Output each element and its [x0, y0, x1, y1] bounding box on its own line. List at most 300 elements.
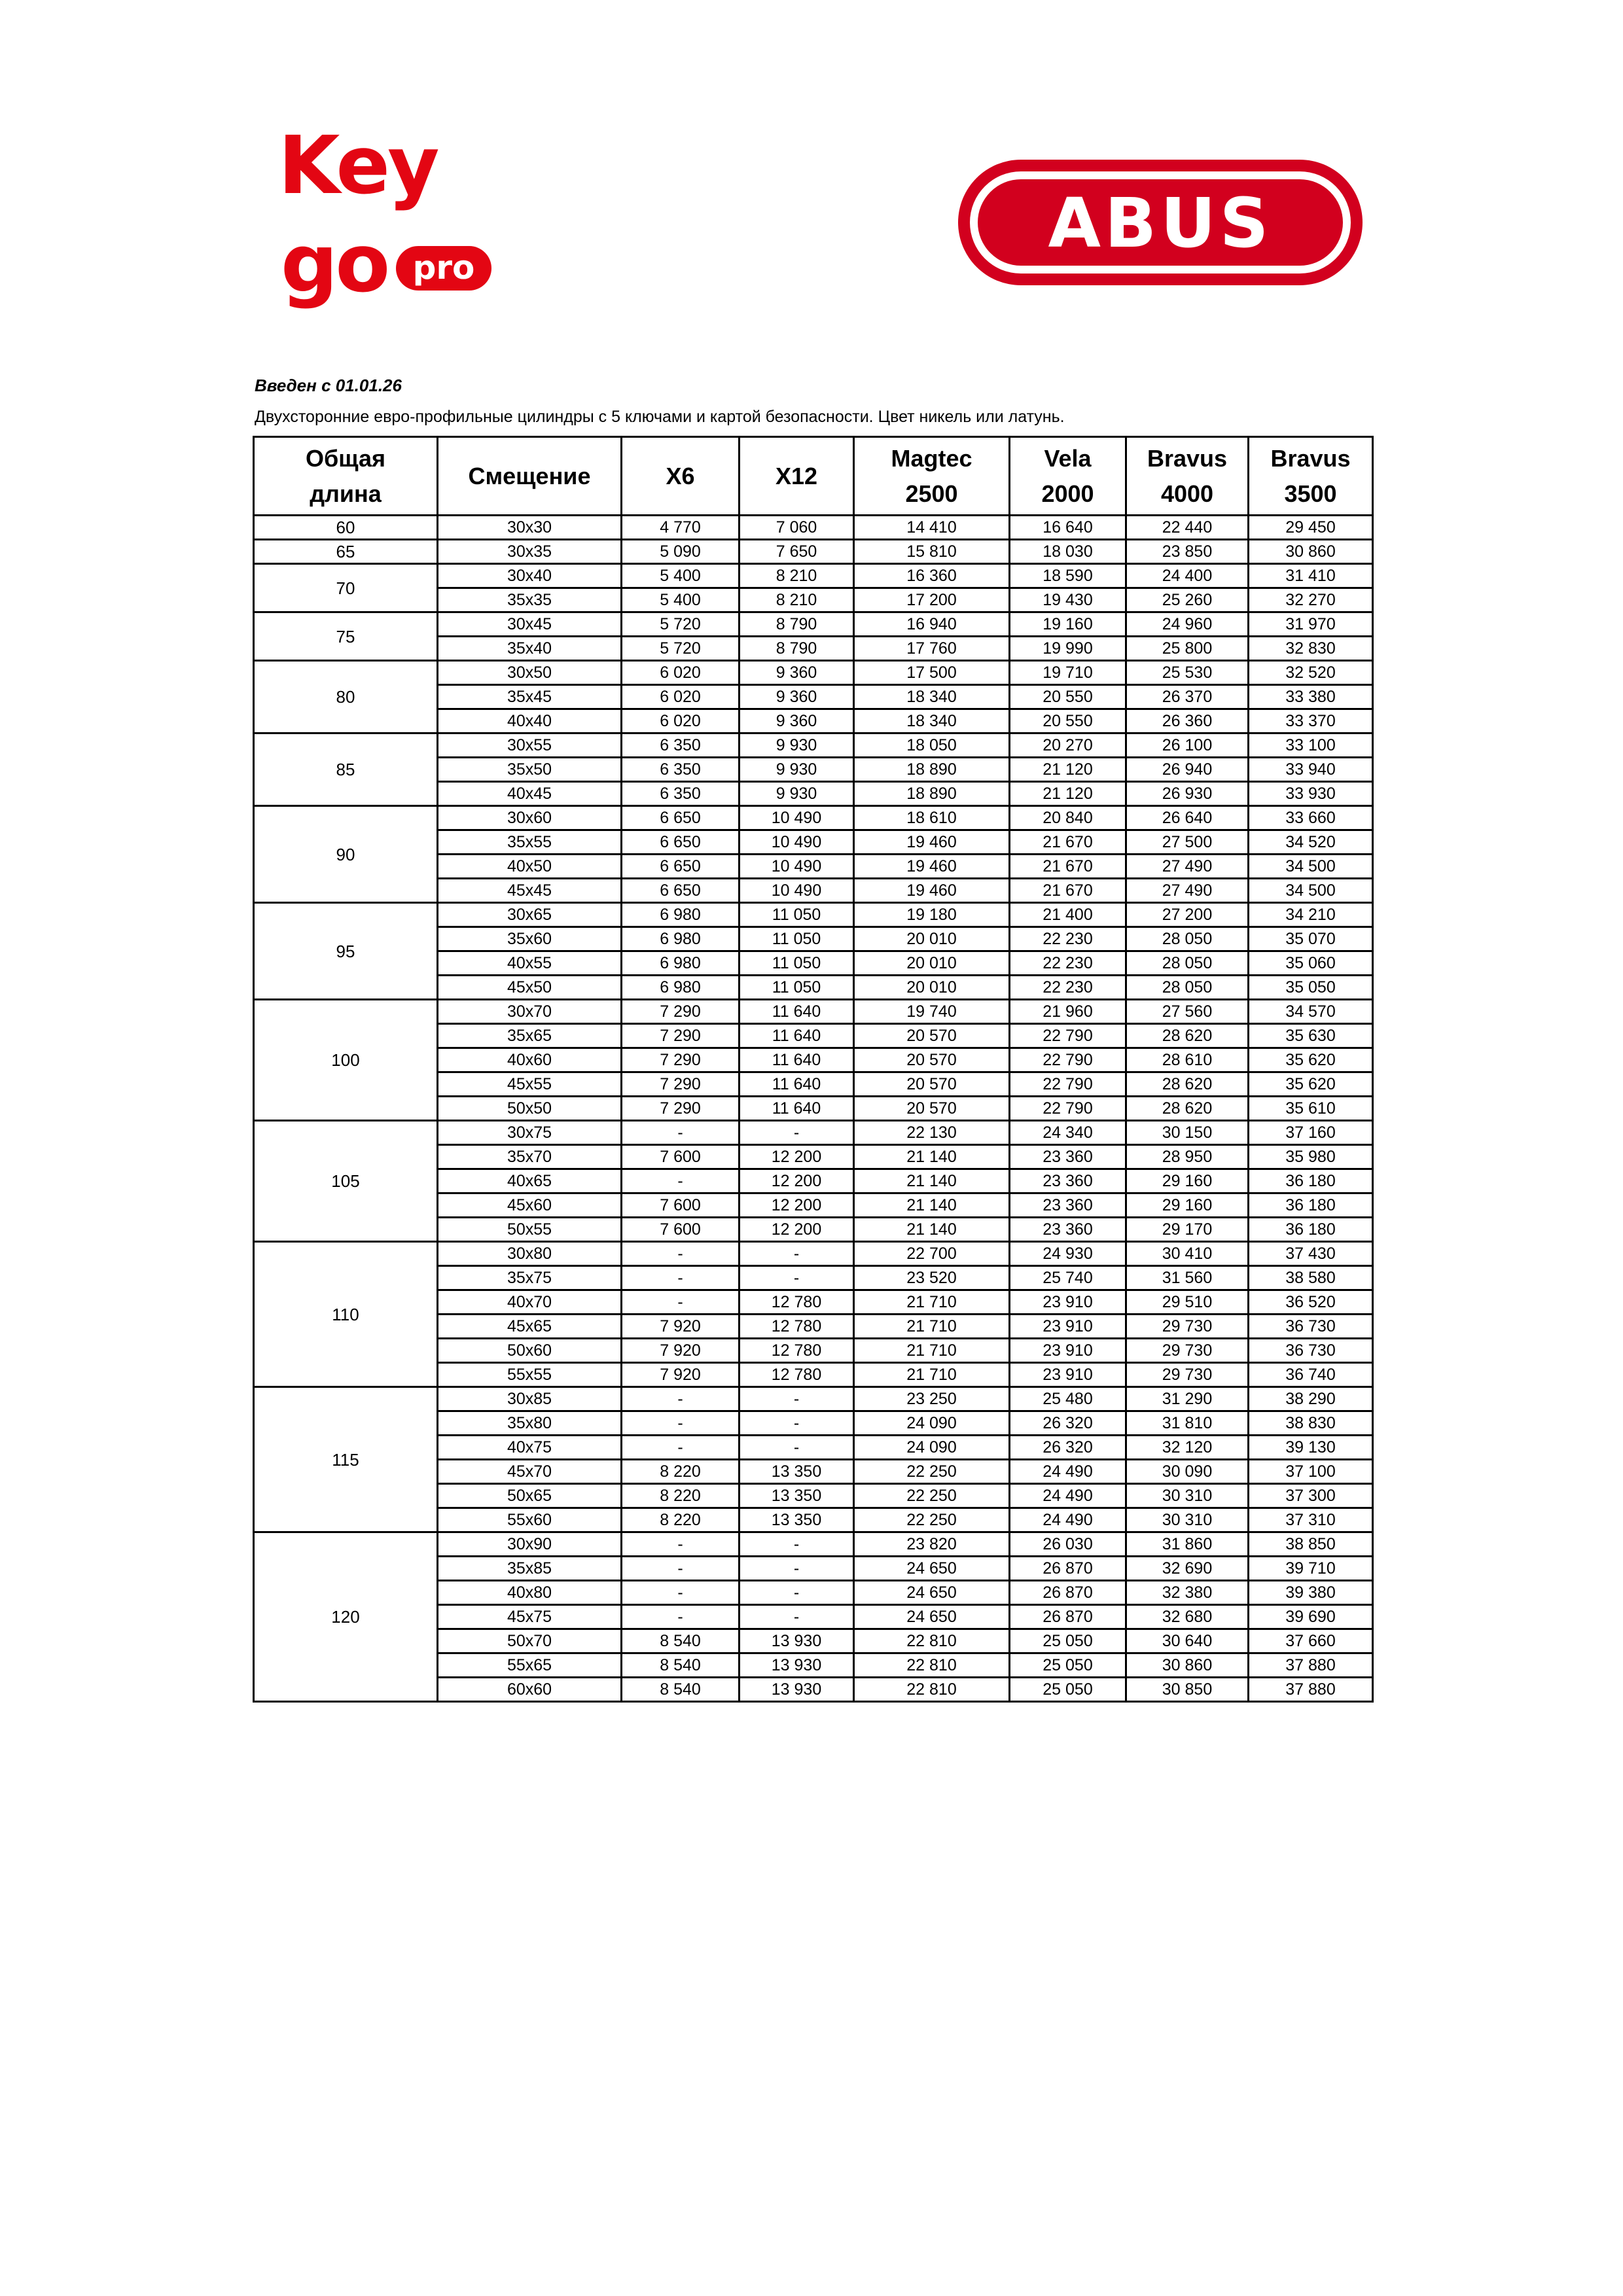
- table-row: [254, 1532, 1373, 1557]
- cell-price-bravus-3500: 38 290: [1249, 1387, 1373, 1411]
- cell-price-magtec-2500: 16 360: [854, 564, 1010, 588]
- price-table: [253, 436, 1374, 1703]
- cell-price-x6: 7 920: [622, 1315, 740, 1339]
- cell-total-length: 120: [254, 1532, 438, 1702]
- header-bravus-4000: Bravus 4000: [1126, 437, 1249, 516]
- table-row: [254, 806, 1373, 830]
- cell-price-bravus-4000: 28 620: [1126, 1072, 1249, 1097]
- cell-price-bravus-3500: 34 500: [1249, 879, 1373, 903]
- cell-offset: 30x80: [438, 1242, 622, 1266]
- cell-price-bravus-3500: 34 210: [1249, 903, 1373, 927]
- cell-price-magtec-2500: 24 090: [854, 1411, 1010, 1436]
- keygo-logo-line1: Key: [278, 124, 437, 212]
- cell-offset: 40x40: [438, 709, 622, 733]
- cell-offset: 50x65: [438, 1484, 622, 1508]
- cell-price-x12: 11 050: [740, 951, 854, 976]
- cell-price-bravus-3500: 35 050: [1249, 976, 1373, 1000]
- cell-price-bravus-4000: 26 370: [1126, 685, 1249, 709]
- cell-price-bravus-4000: 24 960: [1126, 612, 1249, 637]
- cell-offset: 55x60: [438, 1508, 622, 1532]
- cell-price-bravus-4000: 30 090: [1126, 1460, 1249, 1484]
- cell-price-x6: 5 720: [622, 637, 740, 661]
- cell-price-x12: 12 200: [740, 1145, 854, 1169]
- cell-price-magtec-2500: 22 810: [854, 1678, 1010, 1702]
- cell-price-x12: 11 640: [740, 1072, 854, 1097]
- cell-price-x6: 7 290: [622, 1072, 740, 1097]
- cell-offset: 35x50: [438, 758, 622, 782]
- cell-price-x12: 12 200: [740, 1169, 854, 1193]
- cell-price-bravus-3500: 39 690: [1249, 1605, 1373, 1629]
- cell-offset: 50x60: [438, 1339, 622, 1363]
- cell-offset: 35x80: [438, 1411, 622, 1436]
- cell-price-magtec-2500: 21 710: [854, 1315, 1010, 1339]
- keygo-logo: [278, 124, 494, 340]
- cell-price-bravus-3500: 33 660: [1249, 806, 1373, 830]
- cell-offset: 50x70: [438, 1629, 622, 1653]
- cell-price-magtec-2500: 24 650: [854, 1557, 1010, 1581]
- cell-price-bravus-4000: 24 400: [1126, 564, 1249, 588]
- cell-price-x6: 6 980: [622, 927, 740, 951]
- cell-price-x6: 7 290: [622, 1024, 740, 1048]
- cell-price-x12: 11 050: [740, 976, 854, 1000]
- cell-price-bravus-3500: 37 880: [1249, 1678, 1373, 1702]
- table-row: [254, 1242, 1373, 1266]
- cell-offset: 50x55: [438, 1218, 622, 1242]
- cell-price-magtec-2500: 18 340: [854, 709, 1010, 733]
- cell-offset: 35x65: [438, 1024, 622, 1048]
- table-row: [254, 903, 1373, 927]
- cell-price-bravus-4000: 28 050: [1126, 951, 1249, 976]
- cell-offset: 45x45: [438, 879, 622, 903]
- table-row: [254, 1000, 1373, 1024]
- cell-offset: 30x90: [438, 1532, 622, 1557]
- table-row: [254, 564, 1373, 588]
- cell-price-x12: -: [740, 1411, 854, 1436]
- cell-price-vela-2000: 19 990: [1010, 637, 1126, 661]
- cell-price-x6: 6 350: [622, 782, 740, 806]
- cell-price-bravus-3500: 36 180: [1249, 1193, 1373, 1218]
- cell-price-magtec-2500: 19 460: [854, 855, 1010, 879]
- cell-price-bravus-3500: 33 930: [1249, 782, 1373, 806]
- cell-price-bravus-3500: 33 380: [1249, 685, 1373, 709]
- cell-offset: 30x50: [438, 661, 622, 685]
- cell-price-bravus-3500: 37 310: [1249, 1508, 1373, 1532]
- table-row: [254, 661, 1373, 685]
- cell-price-vela-2000: 20 840: [1010, 806, 1126, 830]
- cell-price-magtec-2500: 24 650: [854, 1605, 1010, 1629]
- cell-offset: 45x70: [438, 1460, 622, 1484]
- cell-price-vela-2000: 23 360: [1010, 1169, 1126, 1193]
- header-total-length: Общая длина: [254, 437, 438, 516]
- cell-total-length: 80: [254, 661, 438, 733]
- cell-price-x12: -: [740, 1436, 854, 1460]
- cell-price-bravus-3500: 38 580: [1249, 1266, 1373, 1290]
- cell-offset: 50x50: [438, 1097, 622, 1121]
- cell-price-vela-2000: 23 910: [1010, 1290, 1126, 1315]
- cell-price-vela-2000: 22 790: [1010, 1097, 1126, 1121]
- cell-price-bravus-3500: 32 270: [1249, 588, 1373, 612]
- cell-offset: 35x70: [438, 1145, 622, 1169]
- cell-price-bravus-4000: 30 860: [1126, 1653, 1249, 1678]
- header-vela-2000: Vela 2000: [1010, 437, 1126, 516]
- cell-price-x12: 11 640: [740, 1097, 854, 1121]
- cell-price-x6: 5 090: [622, 540, 740, 564]
- cell-price-x12: 12 780: [740, 1315, 854, 1339]
- cell-price-bravus-3500: 36 730: [1249, 1339, 1373, 1363]
- cell-price-x6: -: [622, 1436, 740, 1460]
- cell-price-bravus-3500: 39 130: [1249, 1436, 1373, 1460]
- cell-price-x6: 7 290: [622, 1097, 740, 1121]
- cell-price-bravus-4000: 30 640: [1126, 1629, 1249, 1653]
- cell-offset: 30x35: [438, 540, 622, 564]
- cell-price-vela-2000: 25 740: [1010, 1266, 1126, 1290]
- cell-price-magtec-2500: 20 570: [854, 1097, 1010, 1121]
- cell-price-bravus-4000: 30 150: [1126, 1121, 1249, 1145]
- cell-price-bravus-3500: 33 100: [1249, 733, 1373, 758]
- cell-total-length: 95: [254, 903, 438, 1000]
- cell-price-bravus-4000: 31 290: [1126, 1387, 1249, 1411]
- cell-price-magtec-2500: 18 340: [854, 685, 1010, 709]
- cell-price-x6: 6 020: [622, 709, 740, 733]
- cell-offset: 30x75: [438, 1121, 622, 1145]
- cell-price-bravus-3500: 38 830: [1249, 1411, 1373, 1436]
- cell-price-magtec-2500: 21 140: [854, 1193, 1010, 1218]
- cell-price-vela-2000: 21 670: [1010, 830, 1126, 855]
- cell-price-vela-2000: 23 360: [1010, 1193, 1126, 1218]
- cell-price-bravus-4000: 29 160: [1126, 1193, 1249, 1218]
- cell-price-bravus-4000: 29 730: [1126, 1339, 1249, 1363]
- cell-price-vela-2000: 24 490: [1010, 1460, 1126, 1484]
- cell-price-bravus-4000: 26 640: [1126, 806, 1249, 830]
- cell-total-length: 105: [254, 1121, 438, 1242]
- cell-price-x6: 6 650: [622, 830, 740, 855]
- cell-price-bravus-4000: 27 490: [1126, 855, 1249, 879]
- cell-price-bravus-3500: 35 610: [1249, 1097, 1373, 1121]
- cell-price-x12: -: [740, 1532, 854, 1557]
- cell-price-x6: 8 540: [622, 1678, 740, 1702]
- cell-price-magtec-2500: 22 130: [854, 1121, 1010, 1145]
- cell-price-bravus-3500: 37 660: [1249, 1629, 1373, 1653]
- cell-price-magtec-2500: 20 010: [854, 927, 1010, 951]
- cell-price-bravus-3500: 35 620: [1249, 1048, 1373, 1072]
- cell-price-bravus-4000: 30 410: [1126, 1242, 1249, 1266]
- cell-price-x12: 11 640: [740, 1048, 854, 1072]
- cell-total-length: 85: [254, 733, 438, 806]
- cell-offset: 30x60: [438, 806, 622, 830]
- cell-price-bravus-3500: 34 520: [1249, 830, 1373, 855]
- cell-price-x6: -: [622, 1169, 740, 1193]
- cell-price-magtec-2500: 23 820: [854, 1532, 1010, 1557]
- cell-price-x6: -: [622, 1242, 740, 1266]
- cell-price-bravus-4000: 32 380: [1126, 1581, 1249, 1605]
- cell-price-vela-2000: 24 930: [1010, 1242, 1126, 1266]
- cell-offset: 35x85: [438, 1557, 622, 1581]
- cell-price-bravus-4000: 30 310: [1126, 1508, 1249, 1532]
- cell-price-magtec-2500: 17 200: [854, 588, 1010, 612]
- cell-price-bravus-3500: 33 370: [1249, 709, 1373, 733]
- cell-price-bravus-4000: 30 310: [1126, 1484, 1249, 1508]
- table-row: [254, 1387, 1373, 1411]
- cell-price-x12: -: [740, 1557, 854, 1581]
- cell-price-magtec-2500: 21 140: [854, 1145, 1010, 1169]
- cell-price-bravus-4000: 28 620: [1126, 1024, 1249, 1048]
- cell-offset: 30x40: [438, 564, 622, 588]
- cell-price-bravus-4000: 25 530: [1126, 661, 1249, 685]
- cell-price-vela-2000: 18 590: [1010, 564, 1126, 588]
- cell-price-magtec-2500: 19 180: [854, 903, 1010, 927]
- cell-price-x6: 5 400: [622, 588, 740, 612]
- cell-offset: 45x65: [438, 1315, 622, 1339]
- effective-date: Введен с 01.01.26: [255, 376, 402, 395]
- cell-price-magtec-2500: 24 650: [854, 1581, 1010, 1605]
- abus-logo: [955, 157, 1365, 288]
- cell-price-vela-2000: 20 270: [1010, 733, 1126, 758]
- cell-price-magtec-2500: 17 760: [854, 637, 1010, 661]
- cell-price-magtec-2500: 23 250: [854, 1387, 1010, 1411]
- cell-price-vela-2000: 22 230: [1010, 927, 1126, 951]
- cell-price-magtec-2500: 15 810: [854, 540, 1010, 564]
- cell-price-x12: 13 350: [740, 1460, 854, 1484]
- cell-price-bravus-3500: 35 980: [1249, 1145, 1373, 1169]
- cell-price-x12: 13 350: [740, 1508, 854, 1532]
- cell-price-magtec-2500: 22 810: [854, 1653, 1010, 1678]
- cell-price-vela-2000: 26 320: [1010, 1411, 1126, 1436]
- header-x12: X12: [740, 437, 854, 516]
- cell-offset: 35x60: [438, 927, 622, 951]
- cell-price-bravus-4000: 32 680: [1126, 1605, 1249, 1629]
- cell-price-bravus-3500: 37 300: [1249, 1484, 1373, 1508]
- cell-price-x6: 6 020: [622, 661, 740, 685]
- cell-price-x12: 7 060: [740, 516, 854, 540]
- cell-price-vela-2000: 23 910: [1010, 1339, 1126, 1363]
- header-offset: Смещение: [438, 437, 622, 516]
- cell-price-vela-2000: 19 710: [1010, 661, 1126, 685]
- cell-price-x6: 6 020: [622, 685, 740, 709]
- cell-price-magtec-2500: 18 890: [854, 782, 1010, 806]
- cell-price-magtec-2500: 21 140: [854, 1169, 1010, 1193]
- header-bravus-3500: Bravus 3500: [1249, 437, 1373, 516]
- cell-price-magtec-2500: 22 810: [854, 1629, 1010, 1653]
- cell-price-bravus-4000: 25 260: [1126, 588, 1249, 612]
- cell-price-bravus-4000: 26 360: [1126, 709, 1249, 733]
- cell-price-x12: 13 350: [740, 1484, 854, 1508]
- cell-price-bravus-4000: 29 730: [1126, 1315, 1249, 1339]
- cell-price-x12: 8 210: [740, 564, 854, 588]
- product-description: Двухсторонние евро-профильные цилиндры с 5 ключами и картой безопасности. Цвет никель или латунь.: [255, 408, 1065, 426]
- cell-price-x6: 7 290: [622, 1000, 740, 1024]
- cell-offset: 40x75: [438, 1436, 622, 1460]
- cell-total-length: 100: [254, 1000, 438, 1121]
- cell-price-vela-2000: 22 790: [1010, 1072, 1126, 1097]
- cell-price-vela-2000: 23 360: [1010, 1218, 1126, 1242]
- keygo-logo-line2: go: [281, 217, 388, 310]
- cell-price-x6: 7 920: [622, 1363, 740, 1387]
- cell-price-x12: 11 050: [740, 903, 854, 927]
- cell-price-magtec-2500: 14 410: [854, 516, 1010, 540]
- cell-price-magtec-2500: 20 570: [854, 1048, 1010, 1072]
- cell-total-length: 65: [254, 540, 438, 564]
- cell-price-bravus-3500: 37 430: [1249, 1242, 1373, 1266]
- cell-price-bravus-4000: 31 860: [1126, 1532, 1249, 1557]
- cell-price-x12: 9 930: [740, 758, 854, 782]
- cell-price-x12: 13 930: [740, 1629, 854, 1653]
- cell-price-x12: 11 640: [740, 1024, 854, 1048]
- cell-price-bravus-3500: 34 500: [1249, 855, 1373, 879]
- abus-logo-text: ABUS: [1048, 183, 1273, 263]
- cell-total-length: 115: [254, 1387, 438, 1532]
- cell-price-vela-2000: 20 550: [1010, 709, 1126, 733]
- cell-price-x6: 8 220: [622, 1508, 740, 1532]
- cell-price-vela-2000: 23 910: [1010, 1363, 1126, 1387]
- cell-price-vela-2000: 22 790: [1010, 1048, 1126, 1072]
- cell-price-x6: 6 650: [622, 855, 740, 879]
- cell-price-magtec-2500: 22 250: [854, 1484, 1010, 1508]
- cell-price-bravus-3500: 38 850: [1249, 1532, 1373, 1557]
- cell-price-vela-2000: 24 490: [1010, 1508, 1126, 1532]
- table-row: [254, 540, 1373, 564]
- cell-price-vela-2000: 25 050: [1010, 1629, 1126, 1653]
- cell-offset: 40x60: [438, 1048, 622, 1072]
- cell-price-x12: -: [740, 1242, 854, 1266]
- cell-offset: 45x75: [438, 1605, 622, 1629]
- cell-price-x12: 8 790: [740, 612, 854, 637]
- cell-price-bravus-4000: 29 510: [1126, 1290, 1249, 1315]
- cell-price-x6: -: [622, 1387, 740, 1411]
- cell-price-x12: 9 360: [740, 661, 854, 685]
- cell-price-x6: 5 400: [622, 564, 740, 588]
- cell-total-length: 75: [254, 612, 438, 661]
- cell-price-x6: 8 220: [622, 1460, 740, 1484]
- cell-price-x12: 9 360: [740, 709, 854, 733]
- cell-price-bravus-3500: 35 070: [1249, 927, 1373, 951]
- table-header-row: [254, 437, 1373, 516]
- cell-price-x6: 5 720: [622, 612, 740, 637]
- cell-price-bravus-3500: 33 940: [1249, 758, 1373, 782]
- cell-price-bravus-3500: 35 060: [1249, 951, 1373, 976]
- cell-price-magtec-2500: 17 500: [854, 661, 1010, 685]
- cell-offset: 40x80: [438, 1581, 622, 1605]
- cell-price-bravus-3500: 32 830: [1249, 637, 1373, 661]
- cell-price-vela-2000: 18 030: [1010, 540, 1126, 564]
- cell-offset: 55x55: [438, 1363, 622, 1387]
- cell-price-vela-2000: 20 550: [1010, 685, 1126, 709]
- cell-price-vela-2000: 21 400: [1010, 903, 1126, 927]
- cell-price-x12: 10 490: [740, 879, 854, 903]
- header-x6: X6: [622, 437, 740, 516]
- cell-price-x6: 7 920: [622, 1339, 740, 1363]
- cell-price-x6: -: [622, 1411, 740, 1436]
- cell-offset: 35x75: [438, 1266, 622, 1290]
- cell-price-x12: 13 930: [740, 1653, 854, 1678]
- cell-price-bravus-3500: 36 180: [1249, 1169, 1373, 1193]
- cell-price-x6: 6 350: [622, 733, 740, 758]
- cell-price-magtec-2500: 22 250: [854, 1508, 1010, 1532]
- cell-price-vela-2000: 25 480: [1010, 1387, 1126, 1411]
- cell-price-vela-2000: 23 910: [1010, 1315, 1126, 1339]
- cell-price-bravus-4000: 22 440: [1126, 516, 1249, 540]
- table-row: [254, 612, 1373, 637]
- cell-price-bravus-3500: 32 520: [1249, 661, 1373, 685]
- cell-price-vela-2000: 21 120: [1010, 758, 1126, 782]
- cell-price-x6: -: [622, 1581, 740, 1605]
- cell-price-vela-2000: 19 430: [1010, 588, 1126, 612]
- cell-price-bravus-3500: 35 620: [1249, 1072, 1373, 1097]
- cell-price-bravus-4000: 26 930: [1126, 782, 1249, 806]
- cell-offset: 30x30: [438, 516, 622, 540]
- cell-price-bravus-4000: 29 730: [1126, 1363, 1249, 1387]
- cell-price-magtec-2500: 20 570: [854, 1024, 1010, 1048]
- cell-price-bravus-4000: 32 690: [1126, 1557, 1249, 1581]
- cell-price-bravus-4000: 23 850: [1126, 540, 1249, 564]
- cell-offset: 35x40: [438, 637, 622, 661]
- cell-total-length: 60: [254, 516, 438, 540]
- cell-price-x12: 10 490: [740, 806, 854, 830]
- cell-price-x12: -: [740, 1581, 854, 1605]
- table-row: [254, 1121, 1373, 1145]
- cell-offset: 30x45: [438, 612, 622, 637]
- cell-offset: 40x50: [438, 855, 622, 879]
- cell-price-vela-2000: 26 870: [1010, 1557, 1126, 1581]
- cell-offset: 35x45: [438, 685, 622, 709]
- cell-price-bravus-4000: 29 160: [1126, 1169, 1249, 1193]
- cell-price-magtec-2500: 19 460: [854, 830, 1010, 855]
- cell-price-bravus-3500: 31 410: [1249, 564, 1373, 588]
- cell-price-x12: 12 780: [740, 1290, 854, 1315]
- cell-price-magtec-2500: 20 010: [854, 976, 1010, 1000]
- cell-price-bravus-4000: 28 950: [1126, 1145, 1249, 1169]
- cell-price-magtec-2500: 16 940: [854, 612, 1010, 637]
- cell-price-x12: 9 930: [740, 733, 854, 758]
- cell-price-bravus-3500: 30 860: [1249, 540, 1373, 564]
- cell-offset: 40x65: [438, 1169, 622, 1193]
- cell-offset: 55x65: [438, 1653, 622, 1678]
- cell-price-magtec-2500: 19 740: [854, 1000, 1010, 1024]
- cell-price-x6: 7 290: [622, 1048, 740, 1072]
- cell-price-bravus-3500: 39 380: [1249, 1581, 1373, 1605]
- cell-price-x6: 6 350: [622, 758, 740, 782]
- cell-price-bravus-4000: 28 610: [1126, 1048, 1249, 1072]
- cell-offset: 40x70: [438, 1290, 622, 1315]
- cell-price-vela-2000: 21 670: [1010, 879, 1126, 903]
- header-magtec-2500: Magtec 2500: [854, 437, 1010, 516]
- cell-price-x6: 8 540: [622, 1629, 740, 1653]
- cell-price-bravus-4000: 25 800: [1126, 637, 1249, 661]
- cell-total-length: 70: [254, 564, 438, 612]
- cell-price-vela-2000: 25 050: [1010, 1678, 1126, 1702]
- cell-price-magtec-2500: 18 890: [854, 758, 1010, 782]
- cell-price-vela-2000: 16 640: [1010, 516, 1126, 540]
- cell-price-vela-2000: 21 120: [1010, 782, 1126, 806]
- cell-offset: 45x60: [438, 1193, 622, 1218]
- cell-price-bravus-4000: 28 050: [1126, 976, 1249, 1000]
- cell-offset: 30x70: [438, 1000, 622, 1024]
- cell-price-x12: 12 780: [740, 1363, 854, 1387]
- cell-price-magtec-2500: 18 610: [854, 806, 1010, 830]
- cell-price-x6: 8 540: [622, 1653, 740, 1678]
- cell-price-x12: -: [740, 1266, 854, 1290]
- cell-price-bravus-3500: 29 450: [1249, 516, 1373, 540]
- cell-price-vela-2000: 26 320: [1010, 1436, 1126, 1460]
- cell-price-bravus-4000: 27 500: [1126, 830, 1249, 855]
- cell-total-length: 110: [254, 1242, 438, 1387]
- cell-offset: 35x55: [438, 830, 622, 855]
- cell-offset: 35x35: [438, 588, 622, 612]
- cell-price-x6: 8 220: [622, 1484, 740, 1508]
- cell-price-bravus-3500: 34 570: [1249, 1000, 1373, 1024]
- cell-price-magtec-2500: 21 710: [854, 1290, 1010, 1315]
- cell-price-x12: 9 360: [740, 685, 854, 709]
- cell-price-vela-2000: 22 790: [1010, 1024, 1126, 1048]
